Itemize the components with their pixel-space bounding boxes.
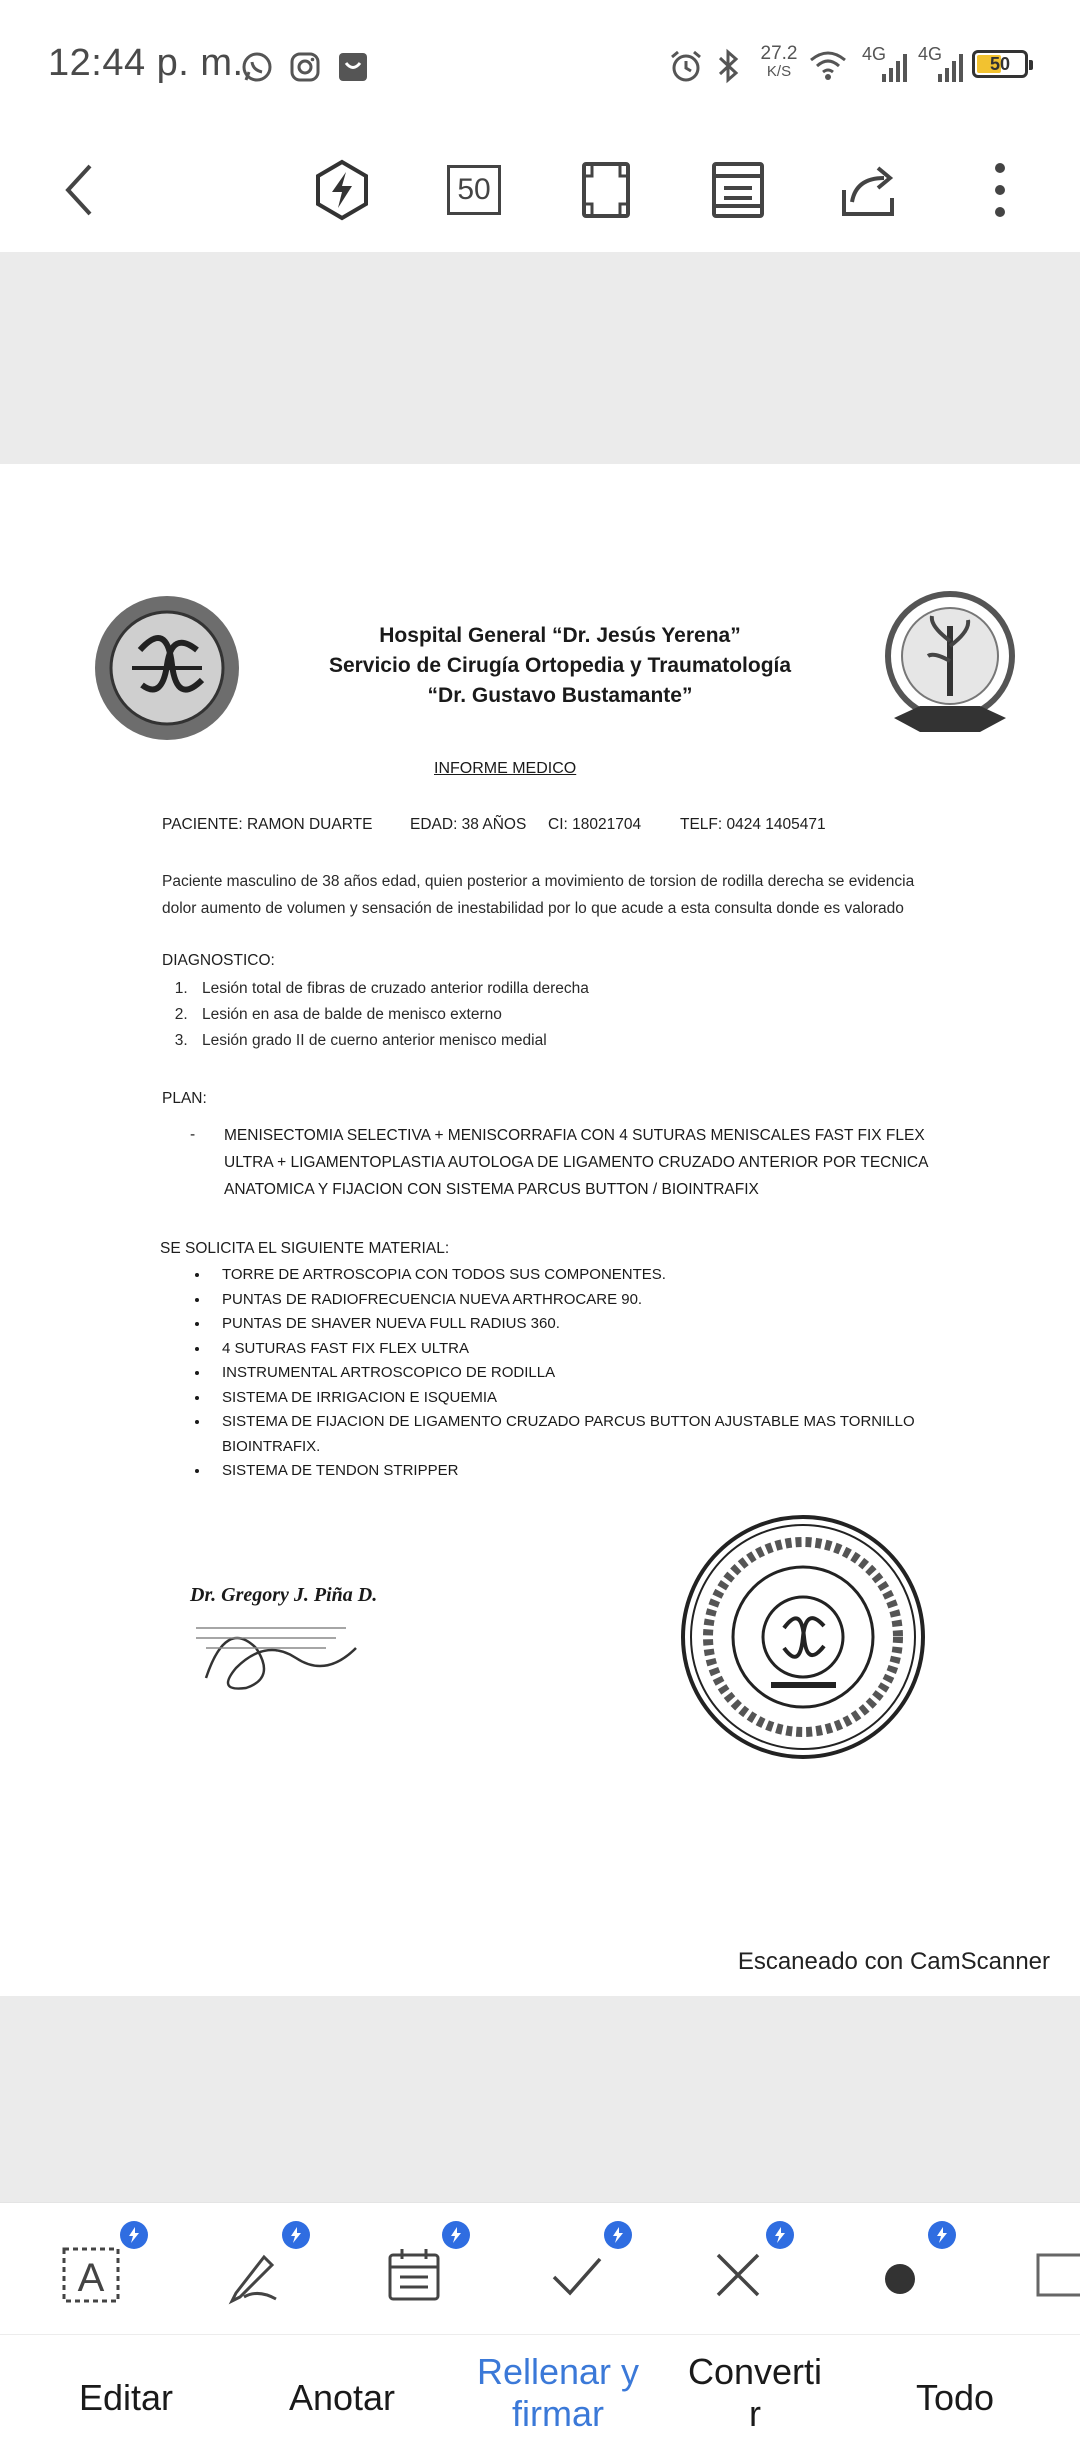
x-mark-icon [706, 2243, 770, 2307]
official-seal-stamp-icon [676, 1510, 930, 1764]
pro-badge-icon [120, 2221, 148, 2249]
doc-header-line1: Hospital General “Dr. Jesús Yerena” [379, 624, 741, 647]
service-logo-right [870, 586, 1030, 746]
material-item: • INSTRUMENTAL ARTROSCOPICO DE RODILLA [210, 1361, 930, 1386]
status-bar [0, 0, 1080, 130]
patient-phone: TELF: 0424 1405471 [680, 816, 826, 833]
date-tool[interactable] [382, 2243, 446, 2307]
battery-icon [972, 50, 1028, 78]
share-icon [838, 160, 902, 220]
edit-text-tool[interactable] [60, 2243, 124, 2307]
material-item: • 4 SUTURAS FAST FIX FLEX ULTRA [210, 1337, 930, 1362]
official-seal [676, 1510, 930, 1764]
checkmark-icon [544, 2243, 608, 2307]
diagnosis-item: 3. Lesión grado II de cuerno anterior menisco medial [192, 1028, 952, 1054]
patient-name: PACIENTE: RAMON DUARTE [162, 816, 373, 833]
report-title: INFORME MEDICO [434, 760, 577, 777]
doctor-name: Dr. Gregory J. Piña D. [190, 1584, 378, 1606]
patient-ci: CI: 18021704 [548, 816, 642, 833]
network-speed [756, 44, 802, 80]
cross-tool[interactable] [706, 2243, 770, 2307]
page-count-button[interactable] [434, 150, 514, 230]
rectangle-icon [1034, 2243, 1080, 2307]
back-button[interactable] [40, 150, 120, 230]
doc-header-line3: “Dr. Gustavo Bustamante” [427, 684, 693, 707]
alarm-icon [668, 48, 704, 84]
tools-bar [0, 2202, 1080, 2335]
diagnostico-label: DIAGNOSTICO: [162, 952, 275, 969]
top-toolbar [0, 130, 1080, 253]
tab-convertir[interactable]: Converti r [687, 2351, 823, 2434]
battery-level: 50 [989, 54, 1011, 74]
material-item: • SISTEMA DE IRRIGACION E ISQUEMIA [210, 1386, 930, 1411]
material-list [170, 1263, 930, 1484]
status-time: 12:44 p. m. [48, 42, 244, 84]
signal-bars-icon [936, 52, 966, 84]
whatsapp-icon [240, 50, 274, 84]
patient-age: EDAD: 38 AÑOS [410, 816, 527, 833]
pro-badge-icon [442, 2221, 470, 2249]
svg-text:A: A [77, 2256, 105, 2300]
tab-rellenar-y-firmar[interactable]: Rellenar y firmar [476, 2351, 640, 2434]
lightning-hexagon-icon [310, 158, 374, 222]
diagnosis-list [152, 976, 952, 1054]
network-speed-unit: K/S [766, 63, 792, 80]
pro-badge-icon [604, 2221, 632, 2249]
material-label: SE SOLICITA EL SIGUIENTE MATERIAL: [160, 1240, 450, 1257]
signal-strength-1 [862, 44, 912, 84]
next-tool-partial[interactable] [1034, 2243, 1080, 2307]
tab-anotar[interactable]: Anotar [288, 2377, 396, 2418]
text-box-icon [60, 2243, 124, 2307]
calendar-icon [382, 2243, 446, 2307]
wifi-icon [808, 48, 848, 82]
orthopedics-logo-icon [870, 586, 1030, 746]
fullscreen-button[interactable] [566, 150, 646, 230]
page-count: 50 [447, 165, 501, 215]
pro-badge-icon [282, 2221, 310, 2249]
plan-label: PLAN: [162, 1090, 207, 1107]
clinical-narrative: Paciente masculino de 38 años edad, quien posterior a movimiento de torsion de rodilla derecha se evidencia dolor aumento de volumen y sensación de inestabilidad por lo que acude a esta consulta donde es valorado [162, 873, 915, 917]
more-vertical-icon [990, 160, 1010, 220]
plan-text: MENISECTOMIA SELECTIVA + MENISCORRAFIA CON 4 SUTURAS MENISCALES FAST FIX FLEX ULTRA + LIGAMENTOPLASTIA AUTOLOGA DE LIGAMENTO CRUZADO ANTERIOR POR TECNICA ANATOMICA Y FIJACION CON SISTEMA PARCUS BUTTON / BIOINTRAFIX [224, 1127, 928, 1198]
pro-badge-icon [928, 2221, 956, 2249]
signal-1-label: 4G [862, 44, 887, 64]
material-item: • SISTEMA DE FIJACION DE LIGAMENTO CRUZADO PARCUS BUTTON AJUSTABLE MAS TORNILLO BIOINTRAFIX. [210, 1410, 930, 1459]
tab-todo[interactable]: Todo [915, 2377, 995, 2418]
checkmark-tool[interactable] [544, 2243, 608, 2307]
hospital-logo-icon [92, 590, 242, 750]
annotate-pen-tool[interactable] [222, 2243, 286, 2307]
pen-icon [222, 2243, 286, 2307]
scan-credit: Escaneado con CamScanner [737, 1948, 1050, 1975]
instagram-icon [288, 50, 322, 84]
signal-2-label: 4G [918, 44, 943, 64]
quick-action-button[interactable] [302, 150, 382, 230]
chevron-left-icon [60, 160, 100, 220]
diagnosis-item: 2. Lesión en asa de balde de menisco externo [192, 1002, 952, 1028]
dot-tool[interactable] [868, 2243, 932, 2307]
share-button[interactable] [830, 150, 910, 230]
doc-header-line2: Servicio de Cirugía Ortopedia y Traumatología [328, 654, 792, 677]
signal-strength-2 [918, 44, 968, 84]
plan-dash: - [190, 1126, 196, 1143]
bluetooth-icon [716, 48, 742, 84]
pro-badge-icon [766, 2221, 794, 2249]
hospital-logo-left [92, 590, 242, 750]
bottom-tabs [0, 2334, 1080, 2461]
material-item: • PUNTAS DE RADIOFRECUENCIA NUEVA ARTHROCARE 90. [210, 1288, 930, 1313]
more-options-button[interactable] [960, 150, 1040, 230]
material-item: • TORRE DE ARTROSCOPIA CON TODOS SUS COMPONENTES. [210, 1263, 930, 1288]
filled-dot-icon [868, 2243, 932, 2307]
network-speed-value: 27.2 [760, 43, 798, 64]
fullscreen-icon [578, 160, 634, 220]
tab-editar[interactable]: Editar [78, 2377, 174, 2418]
shopping-bag-icon [336, 50, 370, 84]
signal-bars-icon [880, 52, 910, 84]
diagnosis-item: 1. Lesión total de fibras de cruzado anterior rodilla derecha [192, 976, 952, 1002]
material-item: • SISTEMA DE TENDON STRIPPER [210, 1459, 930, 1484]
document-view-icon [710, 160, 766, 220]
signature-scribble [186, 1608, 376, 1698]
reading-mode-button[interactable] [698, 150, 778, 230]
material-item: • PUNTAS DE SHAVER NUEVA FULL RADIUS 360. [210, 1312, 930, 1337]
